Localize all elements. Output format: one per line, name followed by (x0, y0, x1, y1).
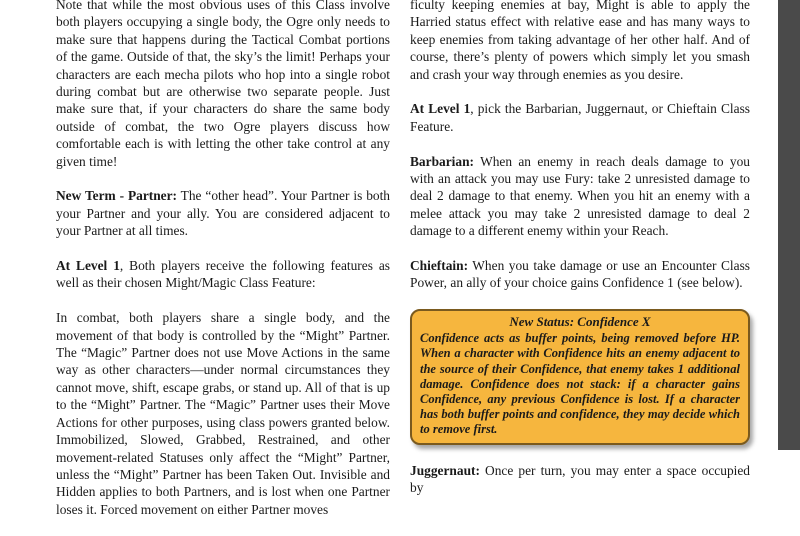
class-feature-paragraph (410, 100, 750, 135)
barbarian-text: When an enemy in reach deals damage to you with an attack you may use Fury: take 2 unresisted damage to deal 2 damage to that enemy. When you hit an enemy with a melee attack you may take 2 unresisted damage to deal 2 damage to a different enemy within your Reach. (410, 153, 750, 239)
class-feature-lead: At Level 1 (410, 101, 471, 117)
callout-body: Confidence acts as buffer points, being removed before HP. When a character with Confidence hits an enemy adjacent to the source of their Confidence, that enemy takes 1 additional damage. Confidence does not stack: if a character gains Confidence, any previous Confidence is lost. If a character has both buffer points and confidence, they may decide which to remove first. (420, 331, 740, 437)
class-feature-text: , pick the Barbarian, Juggernaut, or Chieftain Class Feature. (410, 101, 750, 134)
chieftain-text: When you take damage or use an Encounter Class Power, an ally of your choice gains Confidence 1 (see below). (410, 258, 750, 291)
combat-paragraph: In combat, both players share a single body, and the movement of that body is controlled by the “Might” Partner. The “Magic” Partner does not use Move Actions in the same way as other characters—under normal circumstances they cannot move, shift, escape grabs, or stand up. All of that is up to the “Might” Partner. The “Magic” Partner uses their Move Actions for other purposes, using class powers granted below. Immobilized, Slowed, Grabbed, Restrained, and other movement-related Statuses only affect the “Might” Partner, unless the “Might” Partner has been Taken Out. Invisible and Hidden applies to both Partners, and is lost when one Partner loses it. Forced movement on either Partner moves (56, 310, 390, 517)
partner-term-lead: New Term - Partner: (56, 188, 178, 204)
barbarian-paragraph (410, 153, 750, 240)
level1-text: , Both players receive the following features as well as their chosen Might/Magic Class Feature: (56, 258, 390, 291)
juggernaut-lead: Juggernaut: (410, 463, 480, 479)
page-edge-stripe (778, 0, 800, 450)
juggernaut-paragraph (410, 462, 750, 497)
chieftain-lead: Chieftain: (410, 258, 469, 274)
barbarian-lead: Barbarian: (410, 153, 474, 169)
level1-paragraph (56, 257, 390, 292)
juggernaut-text: Once per turn, you may enter a space occupied by (410, 463, 750, 496)
confidence-status-callout (410, 309, 750, 444)
left-column (56, 0, 390, 536)
callout-title: New Status: Confidence X (509, 314, 651, 330)
chieftain-paragraph (410, 257, 750, 292)
partner-term-paragraph (56, 187, 390, 239)
intro-paragraph: Note that while the most obvious uses of this Class involve both players occupying a single body, the Ogre only needs to make sure that happens during the Tactical Combat portions of the game. Outside of that, the sky’s the limit! Perhaps your characters are each mecha pilots who hop into a single robot during combat but are otherwise two separate people. Just make sure that, if your characters do share the same body outside of combat, the two Ogre players discuss how comfortable each is with letting the other take control at any given time! (56, 0, 390, 169)
right-column (410, 0, 750, 514)
might-continued-paragraph: ficulty keeping enemies at bay, Might is able to apply the Harried status effect with relative ease and has many ways to keep enemies from taking advantage of her other half. And of course, there’s plenty of powers which simply let you smash and crash your way through enemies as you desire. (410, 0, 750, 82)
partner-term-text: The “other head”. Your Partner is both your Partner and your ally. You are considered adjacent to your Partner at all times. (56, 188, 390, 239)
level1-lead: At Level 1 (56, 258, 120, 274)
